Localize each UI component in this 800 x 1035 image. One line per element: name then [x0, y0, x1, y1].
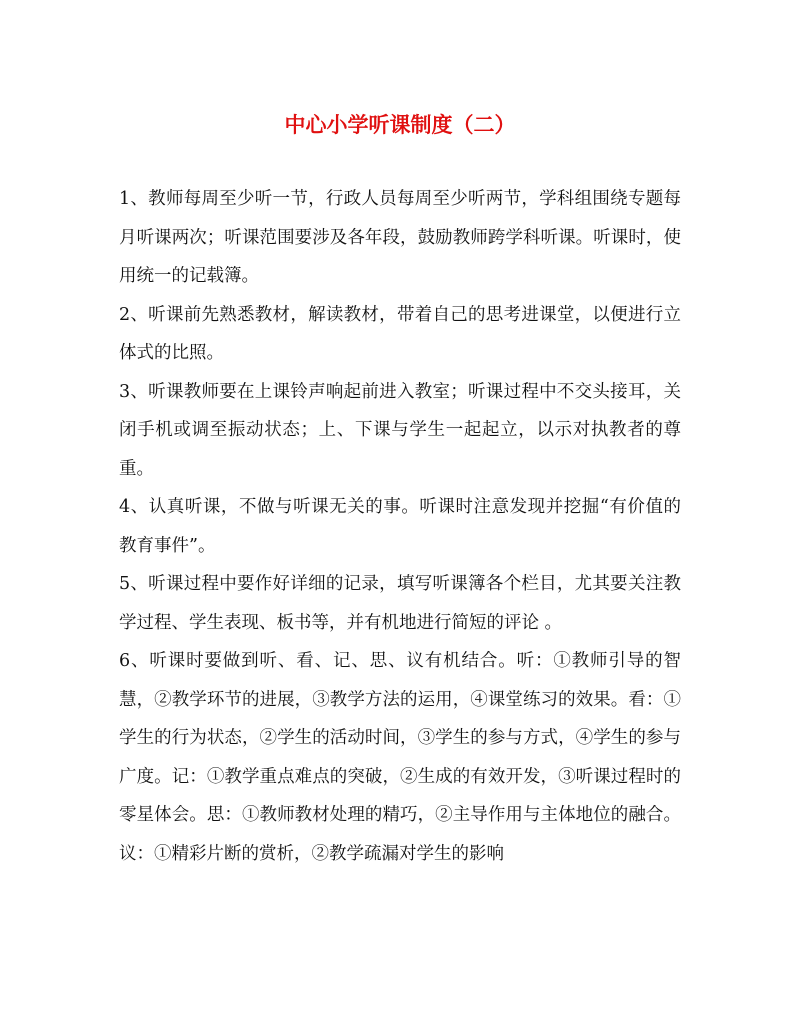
paragraph-2: 2、听课前先熟悉教材，解读教材，带着自己的思考进课堂，以便进行立体式的比照。 [119, 304, 681, 363]
paragraph-3: 3、听课教师要在上课铃声响起前进入教室；听课过程中不交头接耳，关闭手机或调至振动状态；上、下课与学生一起起立，以示对执教者的尊重。 [119, 381, 681, 479]
document-title: 中心小学听课制度（二） [284, 112, 516, 137]
paragraph-4: 4、认真听课，不做与听课无关的事。听课时注意发现并挖掘“有价值的教育事件”。 [119, 497, 681, 556]
paragraph-1: 1、教师每周至少听一节，行政人员每周至少听两节，学科组围绕专题每月听课两次；听课范围要涉及各年段，鼓励教师跨学科听课。听课时，使用统一的记载簿。 [119, 189, 681, 286]
paragraph-6: 6、听课时要做到听、看、记、思、议有机结合。听：①教师引导的智慧，②教学环节的进展，③教学方法的运用，④课堂练习的效果。看：①学生的行为状态，②学生的活动时间，③学生的参与方式，④学生的参与广度。记：①教学重点难点的突破，②生成的有效开发，③听课过程时的零星体会。思：①教师教材处理的精巧，②主导作用与主体地位的融合。议：①精彩片断的赏析，②教学疏漏对学生的影响 [119, 651, 681, 864]
document-body [119, 180, 681, 873]
paragraph-5: 5、听课过程中要作好详细的记录，填写听课簿各个栏目，尤其要关注教学过程、学生表现、板书等，并有机地进行简短的评论 。 [119, 574, 681, 633]
